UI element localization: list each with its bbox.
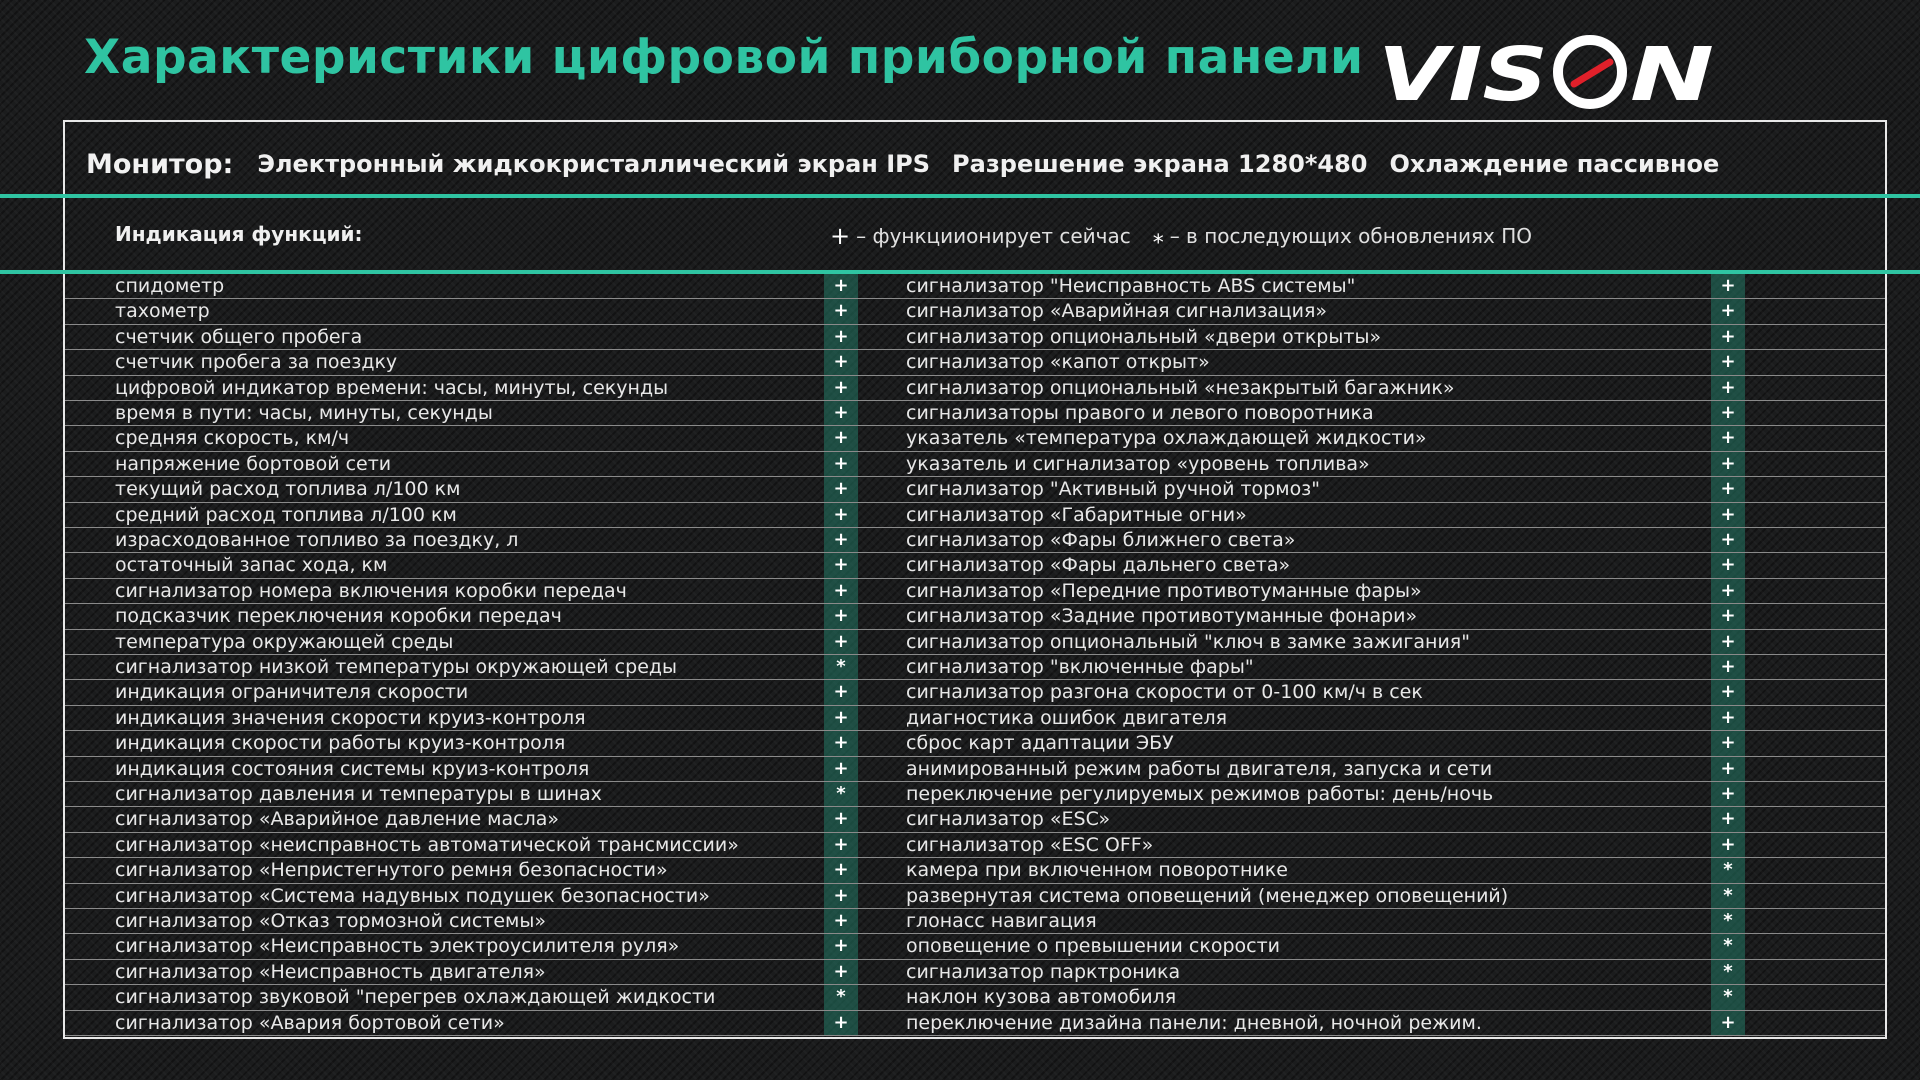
table-row [65, 401, 1885, 426]
feature-left-status: + [833, 452, 849, 474]
feature-right-label: сигнализатор опциональный "ключ в замке зажигания" [906, 630, 1470, 653]
table-row [65, 477, 1885, 502]
feature-right-label: сигнализатор "Активный ручной тормоз" [906, 478, 1321, 501]
feature-left-label: средний расход топлива л/100 км [115, 503, 457, 526]
feature-right-label: наклон кузова автомобиля [906, 986, 1177, 1009]
feature-right-label: сброс карт адаптации ЭБУ [906, 732, 1174, 755]
feature-right-status: + [1720, 478, 1736, 500]
legend-plus-symbol: + [830, 222, 851, 250]
feature-left-status: + [833, 351, 849, 373]
feature-right-status: + [1720, 503, 1736, 525]
table-row [65, 274, 1885, 299]
feature-right-status: + [1720, 783, 1736, 804]
table-row [65, 985, 1885, 1010]
feature-left-status: + [833, 681, 849, 703]
feature-left-status: * [836, 656, 846, 677]
feature-right-label: сигнализатор «Задние противотуманные фонари» [906, 605, 1418, 628]
feature-left-label: сигнализатор давления и температуры в шинах [115, 783, 602, 805]
feature-right-status: + [1720, 300, 1736, 322]
feature-left-status: + [833, 935, 849, 957]
feature-right-status: * [1723, 935, 1733, 957]
feature-left-status: + [833, 808, 849, 830]
feature-right-label: сигнализатор «Габаритные огни» [906, 503, 1247, 526]
feature-left-status: + [833, 427, 849, 449]
feature-left-status: + [833, 859, 849, 881]
feature-left-status: + [833, 884, 849, 906]
feature-right-status: + [1720, 757, 1736, 779]
feature-left-label: индикация ограничителя скорости [115, 681, 469, 704]
feature-right-status: * [1723, 910, 1733, 931]
table-row [65, 807, 1885, 832]
table-row [65, 934, 1885, 959]
feature-left-label: тахометр [115, 300, 210, 323]
feature-left-label: сигнализатор «Система надувных подушек безопасности» [115, 884, 710, 907]
feature-right-label: сигнализатор «Аварийная сигнализация» [906, 300, 1328, 323]
feature-left-status: + [833, 960, 849, 982]
feature-left-label: спидометр [115, 275, 225, 297]
feature-left-status: + [833, 706, 849, 728]
feature-right-status: * [1723, 884, 1733, 906]
feature-right-label: оповещение о превышении скорости [906, 935, 1281, 958]
feature-left-label: сигнализатор низкой температуры окружающей среды [115, 656, 678, 678]
table-row [65, 325, 1885, 350]
table-row [65, 503, 1885, 528]
table-row [65, 452, 1885, 477]
feature-right-status: + [1720, 579, 1736, 601]
feature-left-label: время в пути: часы, минуты, секунды [115, 402, 493, 424]
divider-top [0, 194, 1920, 198]
legend-plus-text: – функциионирует сейчас [856, 224, 1131, 248]
feature-left-status: + [833, 910, 849, 931]
monitor-cooling: Охлаждение пассивное [1389, 150, 1720, 178]
feature-left-status: * [836, 783, 846, 804]
feature-right-status: + [1720, 605, 1736, 627]
table-row [65, 706, 1885, 731]
feature-right-status: + [1720, 706, 1736, 728]
feature-right-status: * [1723, 986, 1733, 1008]
feature-right-status: + [1720, 732, 1736, 754]
feature-left-status: + [833, 529, 849, 550]
table-row [65, 858, 1885, 883]
feature-left-label: израсходованное топливо за поездку, л [115, 529, 519, 551]
feature-right-label: сигнализатор «Передние противотуманные фары» [906, 579, 1422, 602]
feature-right-label: диагностика ошибок двигателя [906, 706, 1228, 729]
feature-right-label: указатель «температура охлаждающей жидкости» [906, 427, 1427, 450]
feature-right-status: + [1720, 656, 1736, 677]
table-row [65, 909, 1885, 934]
monitor-label: Монитор: [86, 148, 234, 180]
feature-right-label: сигнализатор опциональный «двери открыты» [906, 325, 1382, 348]
feature-left-label: сигнализатор «Неисправность двигателя» [115, 960, 546, 983]
feature-left-label: сигнализатор «неисправность автоматической трансмиссии» [115, 833, 739, 856]
feature-right-status: * [1723, 859, 1733, 881]
feature-left-label: температура окружающей среды [115, 630, 454, 653]
legend-star-text: – в последующих обновлениях ПО [1169, 224, 1532, 248]
feature-right-label: сигнализатор «Фары дальнего света» [906, 554, 1291, 577]
table-row [65, 655, 1885, 680]
feature-left-label: цифровой индикатор времени: часы, минуты, секунды [115, 376, 669, 399]
feature-left-status: + [833, 757, 849, 779]
feature-left-status: + [833, 275, 849, 296]
table-row [65, 630, 1885, 655]
monitor-screen-type: Электронный жидкокристаллический экран IPS [257, 150, 931, 178]
feature-right-label: сигнализатор "включенные фары" [906, 656, 1254, 678]
table-row [65, 350, 1885, 375]
feature-left-label: индикация состояния системы круиз-контроля [115, 757, 590, 780]
feature-left-label: счетчик пробега за поездку [115, 351, 398, 374]
feature-right-label: переключение регулируемых режимов работы: день/ночь [906, 783, 1494, 805]
feature-left-status: + [833, 376, 849, 398]
feature-right-label: сигнализатор «ESC» [906, 808, 1111, 831]
page-title: Характеристики цифровой приборной панели [84, 30, 1364, 85]
feature-right-status: + [1720, 452, 1736, 474]
table-row [65, 680, 1885, 705]
feature-right-label: сигнализатор "Неисправность ABS системы" [906, 275, 1356, 297]
feature-left-label: текущий расход топлива л/100 км [115, 478, 461, 501]
feature-right-status: * [1723, 960, 1733, 982]
feature-left-status: + [833, 402, 849, 423]
feature-left-label: индикация значения скорости круиз-контроля [115, 706, 586, 729]
feature-right-label: глонасс навигация [906, 910, 1097, 932]
feature-left-status: + [833, 579, 849, 601]
feature-right-status: + [1720, 681, 1736, 703]
feature-left-label: сигнализатор «Неисправность электроусилителя руля» [115, 935, 680, 958]
feature-right-status: + [1720, 630, 1736, 652]
table-row [65, 782, 1885, 807]
indication-label: Индикация функций: [115, 222, 363, 246]
feature-right-status: + [1720, 1011, 1736, 1033]
vision-logo [1378, 28, 1718, 116]
table-row [65, 553, 1885, 578]
feature-left-status: + [833, 300, 849, 322]
feature-right-label: сигнализатор «Фары ближнего света» [906, 529, 1296, 551]
feature-left-status: + [833, 554, 849, 576]
feature-right-label: сигнализатор опциональный «незакрытый багажник» [906, 376, 1455, 399]
table-row [65, 376, 1885, 401]
svg-text:N: N [1630, 32, 1714, 116]
table-row [65, 960, 1885, 985]
feature-table [65, 274, 1885, 1036]
table-row [65, 426, 1885, 451]
legend [830, 222, 1532, 250]
table-row [65, 757, 1885, 782]
feature-right-label: сигнализатор разгона скорости от 0-100 км/ч в сек [906, 681, 1423, 704]
feature-left-label: сигнализатор звуковой "перегрев охлаждающей жидкости [115, 986, 716, 1009]
feature-right-label: сигнализаторы правого и левого поворотника [906, 402, 1374, 424]
feature-left-label: подсказчик переключения коробки передач [115, 605, 562, 628]
feature-right-status: + [1720, 376, 1736, 398]
feature-left-label: счетчик общего пробега [115, 325, 363, 348]
feature-left-label: сигнализатор «Аварийное давление масла» [115, 808, 560, 831]
table-row [65, 731, 1885, 756]
feature-right-label: сигнализатор «капот открыт» [906, 351, 1210, 374]
feature-left-status: + [833, 630, 849, 652]
feature-left-status: + [833, 1011, 849, 1033]
table-row [65, 579, 1885, 604]
feature-left-status: + [833, 503, 849, 525]
feature-left-label: средняя скорость, км/ч [115, 427, 350, 450]
feature-right-label: камера при включенном поворотнике [906, 859, 1288, 882]
feature-right-label: указатель и сигнализатор «уровень топлива» [906, 452, 1370, 475]
feature-right-status: + [1720, 325, 1736, 347]
feature-left-status: + [833, 325, 849, 347]
feature-left-label: сигнализатор «Отказ тормозной системы» [115, 910, 546, 932]
feature-right-label: сигнализатор парктроника [906, 960, 1181, 983]
feature-right-status: + [1720, 351, 1736, 373]
feature-left-label: напряжение бортовой сети [115, 452, 392, 475]
feature-right-label: переключение дизайна панели: дневной, ночной режим. [906, 1011, 1482, 1034]
feature-right-label: развернутая система оповещений (менеджер оповещений) [906, 884, 1509, 907]
table-row [65, 833, 1885, 858]
monitor-resolution: Разрешение экрана 1280*480 [952, 150, 1368, 178]
feature-right-status: + [1720, 427, 1736, 449]
feature-left-status: + [833, 605, 849, 627]
feature-right-status: + [1720, 808, 1736, 830]
feature-right-label: сигнализатор «ESC OFF» [906, 833, 1154, 856]
legend-star-symbol: ⁎ [1152, 223, 1164, 249]
feature-right-status: + [1720, 402, 1736, 423]
monitor-row [86, 144, 1741, 184]
feature-right-status: + [1720, 554, 1736, 576]
feature-left-label: сигнализатор «Непристегнутого ремня безопасности» [115, 859, 668, 882]
feature-left-status: * [836, 986, 846, 1008]
table-row [65, 1011, 1885, 1036]
table-row [65, 299, 1885, 324]
table-row [65, 884, 1885, 909]
feature-right-status: + [1720, 529, 1736, 550]
feature-left-label: остаточный запас хода, км [115, 554, 388, 577]
feature-left-label: сигнализатор «Авария бортовой сети» [115, 1011, 505, 1034]
feature-right-label: анимированный режим работы двигателя, запуска и сети [906, 757, 1493, 780]
feature-left-status: + [833, 732, 849, 754]
feature-left-status: + [833, 478, 849, 500]
feature-left-label: индикация скорости работы круиз-контроля [115, 732, 566, 755]
table-row [65, 528, 1885, 553]
feature-left-status: + [833, 833, 849, 855]
table-row [65, 604, 1885, 629]
logo-o-gauge-icon [1558, 40, 1622, 104]
svg-text:VIS: VIS [1378, 32, 1548, 116]
feature-left-label: сигнализатор номера включения коробки передач [115, 579, 627, 602]
feature-right-status: + [1720, 275, 1736, 296]
feature-right-status: + [1720, 833, 1736, 855]
